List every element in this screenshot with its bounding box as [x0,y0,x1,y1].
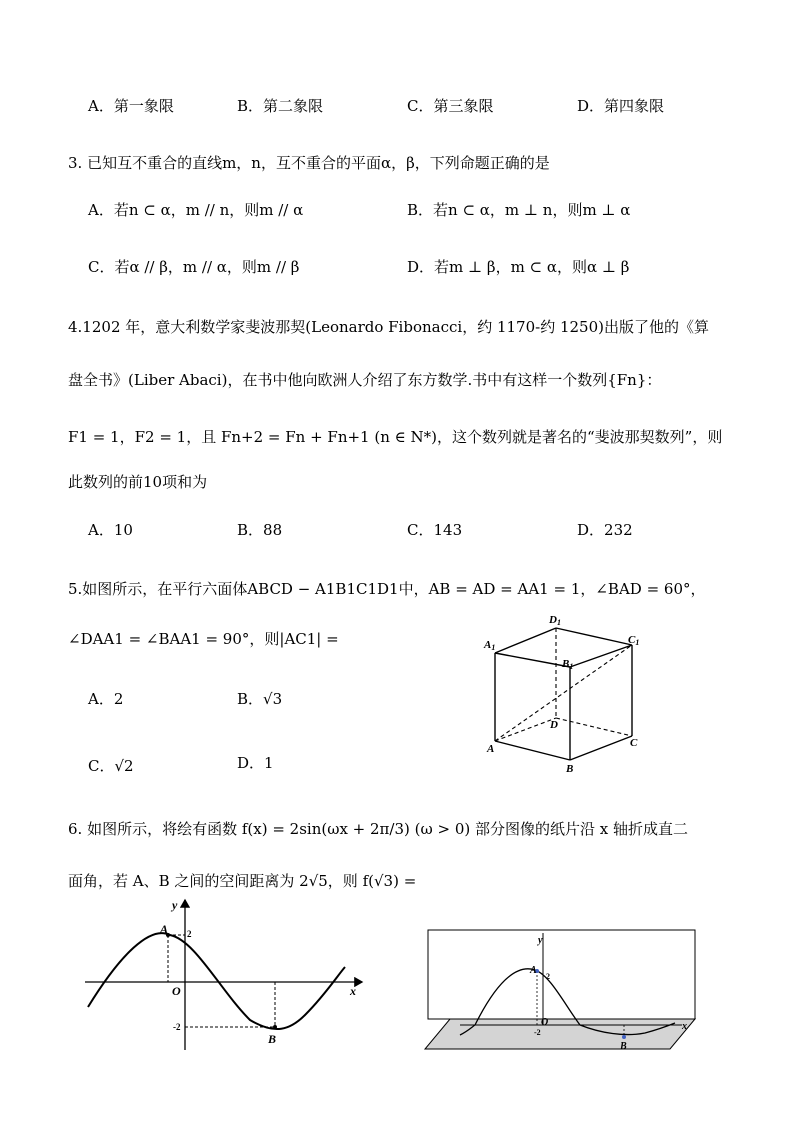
label-b1: B1 [562,658,574,671]
point-b [273,1025,277,1029]
sine-curve [88,933,345,1029]
q5-line1: 5.如图所示，在平行六面体ABCD − A1B1C1D1中，AB = AD = AA1 = 1，∠BAD = 60°， [68,580,706,598]
tick-2: 2 [187,929,192,939]
q6-line1: 6. 如图所示，将绘有函数 f(x) = 2sin(ωx + 2π/3) (ω > 0) 部分图像的纸片沿 x 轴折成直二 [68,820,688,838]
label-o: O [541,1017,549,1028]
q5-option-d: D．1 [237,754,274,772]
edge-b-c [570,736,632,760]
q4-option-c: C．143 [407,521,463,539]
parallelepiped-figure [480,610,650,780]
label-o: O [172,984,181,998]
vertical-half-plane [428,930,695,1019]
sine-graph-figure [80,895,370,1055]
q4-option-a: A．10 [88,521,133,539]
edge-a-b [495,741,570,760]
q4-line2: 盘全书》(Liber Abaci)，在书中他向欧洲人介绍了东方数学.书中有这样一个数列{Fn}： [68,371,662,389]
label-a: A [487,743,495,755]
label-x: x [350,984,356,998]
q5-option-a: A．2 [88,690,124,708]
q5-option-b: B．√3 [237,690,283,708]
q2-option-a: A．第一象限 [88,97,174,115]
q3-option-a: A．若n ⊂ α，m // n，则m // α [88,201,304,219]
label-d: D [550,719,558,731]
q2-option-b: B．第二象限 [237,97,324,115]
q4-line1: 4.1202 年，意大利数学家斐波那契(Leonardo Fibonacci，约 1170-约 1250)出版了他的《算 [68,318,709,336]
q4-line4: 此数列的前10项和为 [68,473,208,491]
label-a: A [160,922,169,936]
label-d1: D1 [549,614,561,627]
q2-option-d: D．第四象限 [577,97,665,115]
edge-d-c [556,718,632,736]
q3-option-d: D．若m ⊥ β，m ⊂ α，则α ⊥ β [407,258,630,276]
label-a: A [530,965,537,976]
q5-option-c: C．√2 [88,757,134,775]
label-b: B [268,1032,277,1046]
label-a1: A1 [484,639,496,652]
q3-option-b: B．若n ⊂ α，m ⊥ n，则m ⊥ α [407,201,631,219]
folded-paper-figure [420,925,700,1055]
q4-option-d: D．232 [577,521,633,539]
edge-c1-d1 [556,628,632,645]
q4-line3: F1 = 1，F2 = 1，且 Fn+2 = Fn + Fn+1 (n ∈ N*)，这个数列就是著名的“斐波那契数列”，则 [68,428,723,446]
q6-line2: 面角，若 A、B 之间的空间距离为 2√5，则 f(√3) = [68,872,417,890]
tick-neg2: -2 [173,1022,181,1032]
label-x: x [682,1021,687,1032]
q3-stem: 3. 已知互不重合的直线m，n，互不重合的平面α，β，下列命题正确的是 [68,154,550,172]
tick-2: 2 [546,972,550,981]
label-b: B [620,1041,627,1052]
edge-a-d [495,718,556,741]
q3-option-c: C．若α // β，m // α，则m // β [88,258,300,276]
edge-a1-b1 [495,653,570,667]
tick-neg2: -2 [534,1028,541,1037]
label-b: B [566,763,574,775]
label-c1: C1 [628,634,640,647]
label-c: C [630,737,638,749]
label-y: y [538,935,543,946]
q4-option-b: B．88 [237,521,283,539]
q5-line2: ∠DAA1 = ∠BAA1 = 90°，则|AC1| = [68,630,339,648]
q2-option-c: C．第三象限 [407,97,494,115]
label-y: y [172,898,178,912]
edge-d1-a1 [495,628,556,653]
edge-b1-c1 [570,645,632,667]
